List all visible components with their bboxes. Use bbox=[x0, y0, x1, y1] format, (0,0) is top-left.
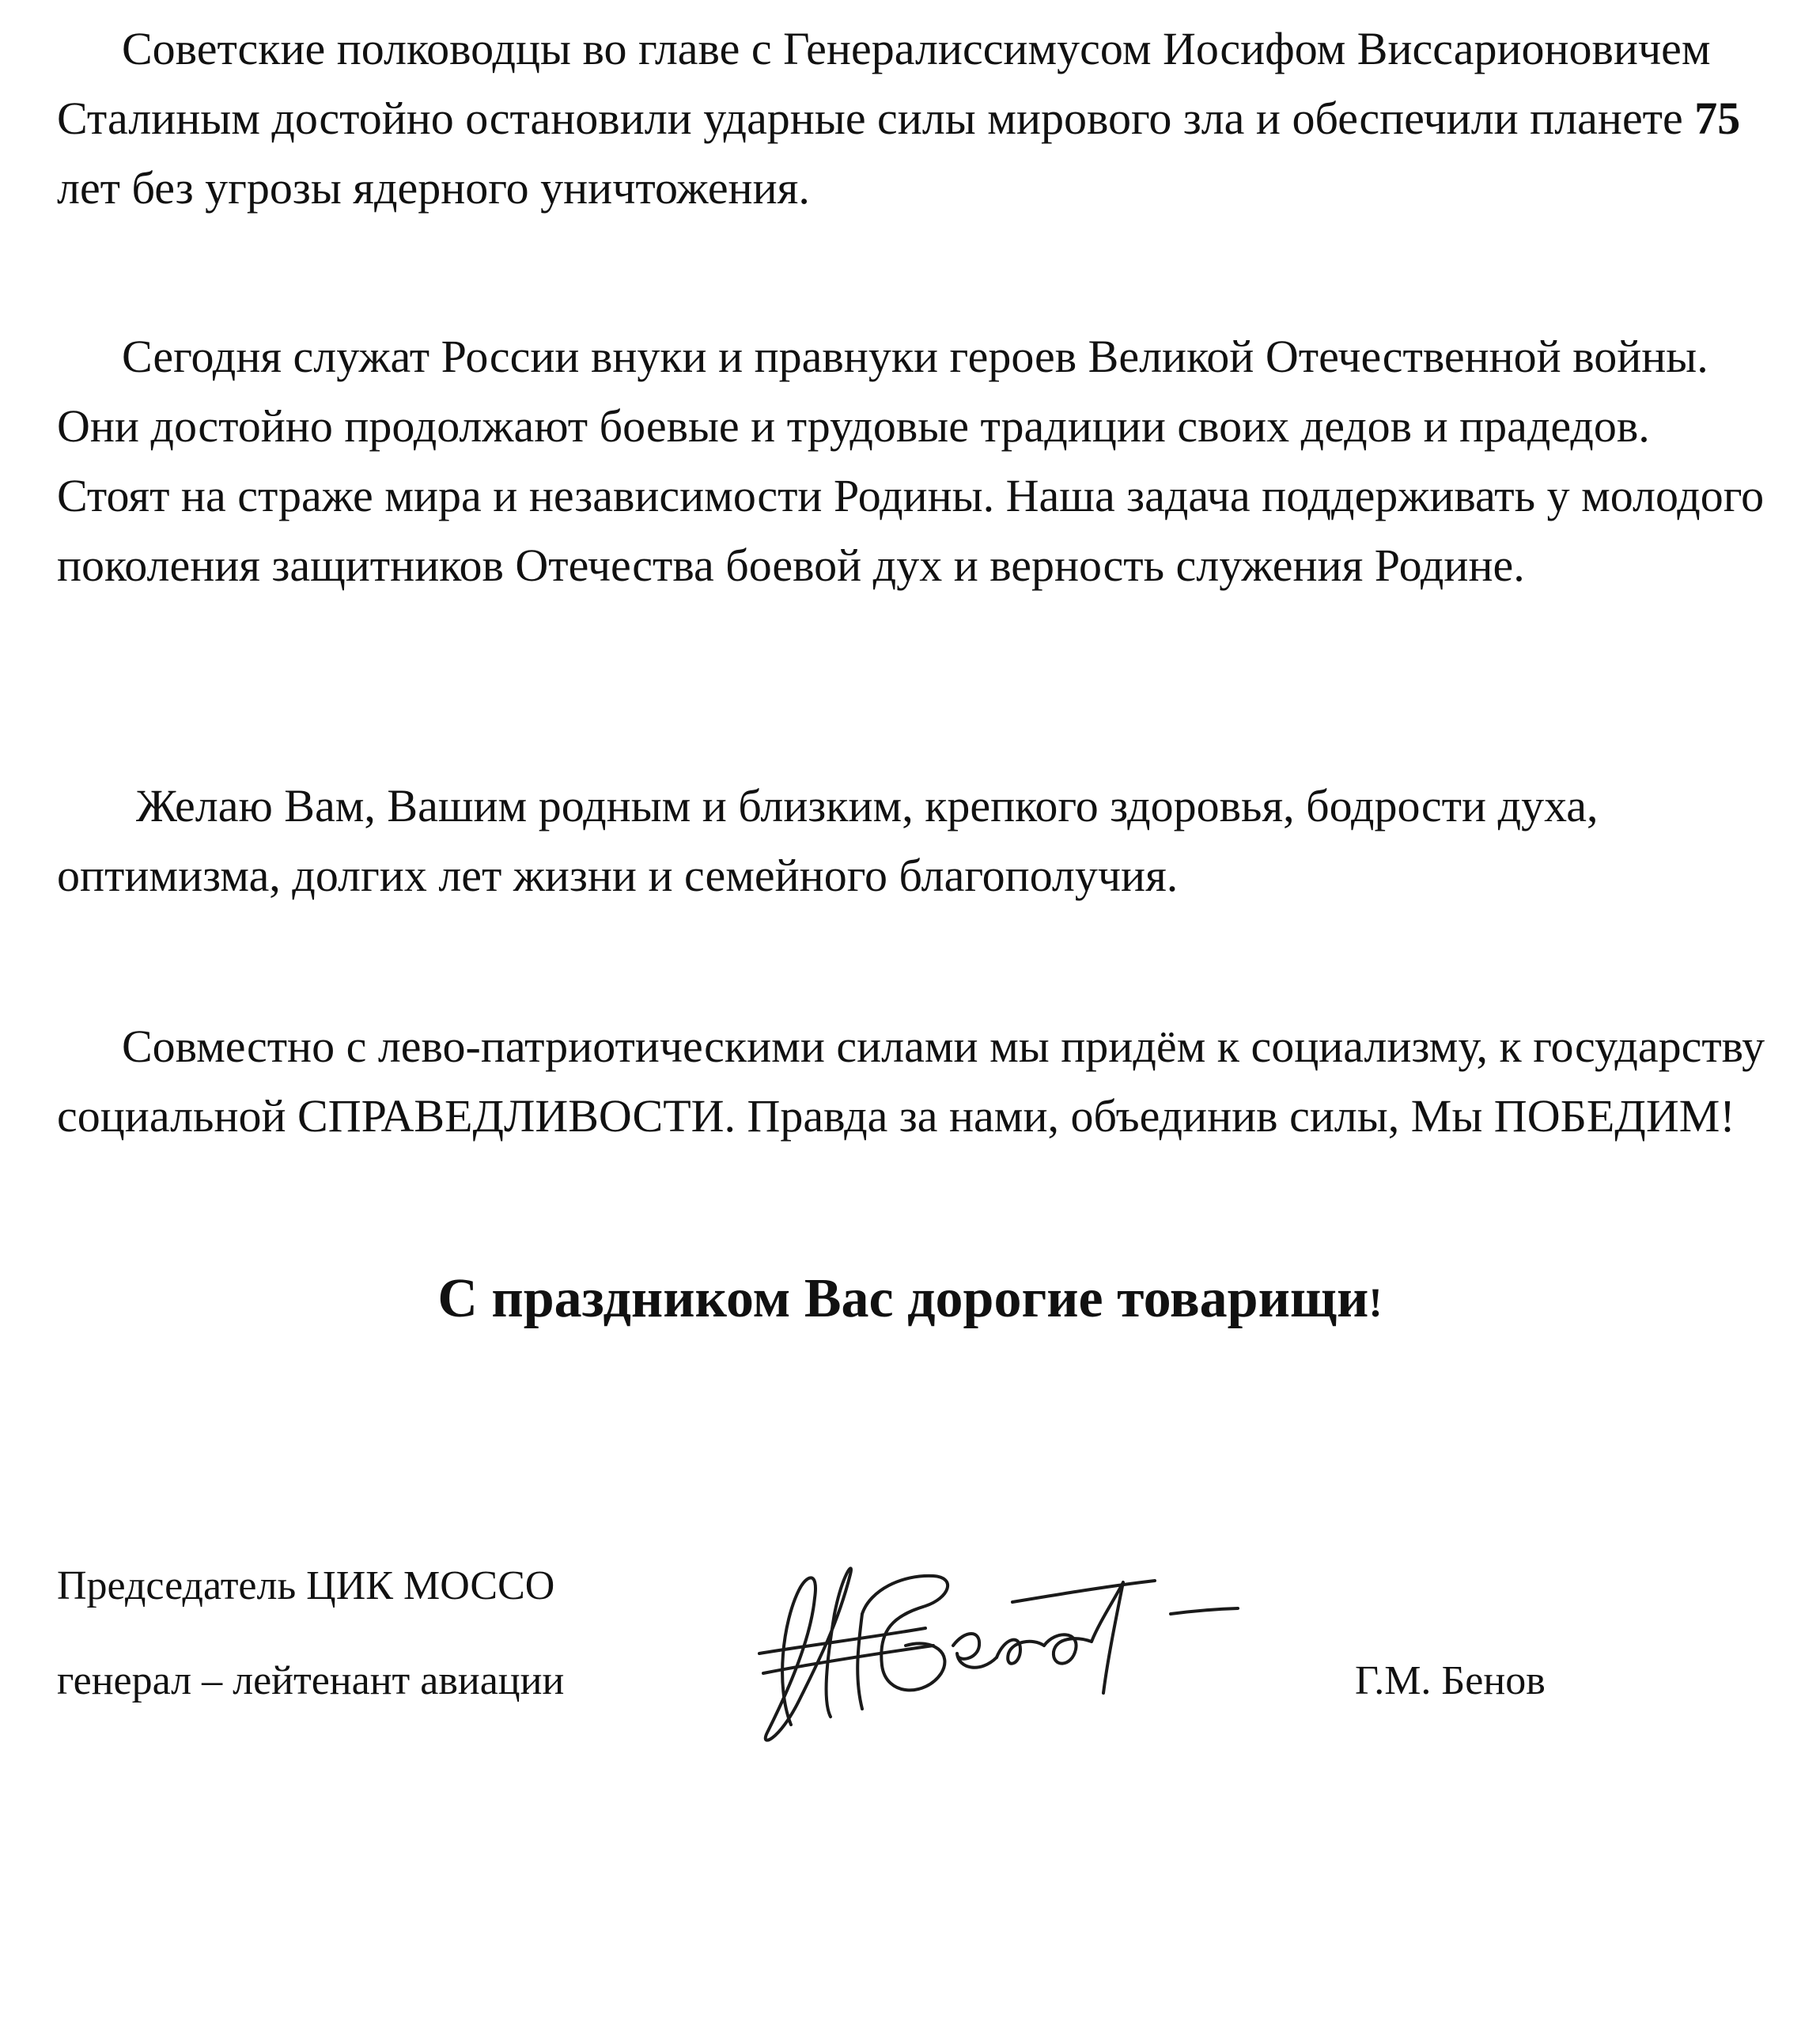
holiday-greeting-exclamation: ! bbox=[1368, 1281, 1383, 1326]
paragraph-generals-text-2: лет без угрозы ядерного уничтожения. bbox=[57, 162, 810, 214]
paragraph-wishes: Желаю Вам, Вашим родным и близким, крепкого здоровья, бодрости духа, оптимизма, долгих лет жизни и семейного благополучия. bbox=[57, 780, 1599, 901]
signatory-rank: генерал – лейтенант авиации bbox=[57, 1658, 565, 1703]
paragraph-socialism: Совместно с лево-патриотическими силами мы придём к социализму, к государству социальной СПРАВЕДЛИВОСТИ. Правда за нами, объединив силы, Мы ПОБЕДИМ! bbox=[57, 1021, 1765, 1142]
handwritten-signature-icon bbox=[744, 1527, 1313, 1764]
paragraph-grandchildren: Сегодня служат России внуки и правнуки героев Великой Отечественной войны. Они достойно продолжают боевые и трудовые традиции своих дедов и прадедов. Стоят на страже мира и независимости Родины. Наша задача поддерживать у молодого поколения защитников Отечества боевой дух и верность служения Родине. bbox=[57, 331, 1765, 591]
holiday-greeting bbox=[0, 1263, 1820, 1339]
holiday-greeting-text: С праздником Вас дорогие товарищи bbox=[437, 1268, 1369, 1329]
signatory-name: Г.М. Бенов bbox=[1355, 1658, 1546, 1703]
paragraph-generals-text-1: Советские полководцы во главе с Генералиссимусом Иосифом Виссарионовичем Сталиным достойно остановили ударные силы мирового зла и обеспечили планете bbox=[57, 23, 1711, 144]
signatory-position: Председатель ЦИК МОССО bbox=[57, 1563, 555, 1608]
paragraph-generals bbox=[57, 14, 1765, 223]
years-number: 75 bbox=[1694, 93, 1741, 144]
